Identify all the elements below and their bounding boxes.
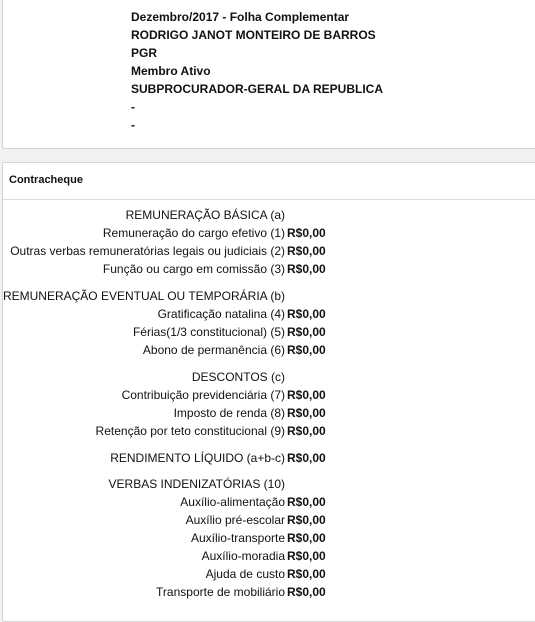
pay-label: RENDIMENTO LÍQUIDO (a+b-c) — [110, 451, 285, 465]
section-title: DESCONTOS (c) — [191, 370, 285, 384]
pay-label: Auxílio pré-escolar — [185, 513, 285, 527]
pay-line — [3, 305, 535, 323]
pay-line — [3, 404, 535, 422]
section-header-remuneracao-basica — [3, 206, 535, 224]
pay-line — [3, 547, 535, 565]
pay-value: R$0,00 — [287, 585, 326, 599]
info-value: SUBPROCURADOR-GERAL DA REPUBLICA — [131, 82, 384, 96]
section-header-verbas-indenizatorias — [3, 475, 535, 493]
pay-label: Abono de permanência (6) — [142, 343, 285, 357]
info-value: - — [131, 118, 135, 132]
pay-label: Ajuda de custo — [205, 567, 285, 581]
pay-label: Auxílio-moradia — [201, 549, 285, 563]
pay-value: R$0,00 — [287, 325, 326, 339]
pay-line — [3, 493, 535, 511]
pay-label: Férias(1/3 constitucional) (5) — [132, 325, 285, 339]
pay-label: Função ou cargo em comissão (3) — [102, 262, 285, 276]
pay-line — [3, 260, 535, 278]
pay-label: Auxílio-transporte — [190, 531, 285, 545]
info-value: Membro Ativo — [131, 64, 211, 78]
section-header-remuneracao-eventual — [3, 287, 535, 305]
info-value: - — [131, 100, 135, 114]
pay-label: Contribuição previdenciária (7) — [121, 388, 285, 402]
pay-value: R$0,00 — [287, 451, 326, 465]
section-title: VERBAS INDENIZATÓRIAS (10) — [108, 477, 285, 491]
pay-value: R$0,00 — [287, 244, 326, 258]
pay-label: Imposto de renda (8) — [173, 406, 285, 420]
pay-line — [3, 323, 535, 341]
pay-line — [3, 341, 535, 359]
pay-label: Gratificação natalina (4) — [157, 307, 285, 321]
pay-value: R$0,00 — [287, 388, 326, 402]
pay-value: R$0,00 — [287, 343, 326, 357]
pay-value: R$0,00 — [287, 567, 326, 581]
contracheque-panel — [2, 162, 535, 622]
pay-label: Retenção por teto constitucional (9) — [95, 424, 285, 438]
contracheque-title: Contracheque — [3, 163, 535, 200]
pay-line — [3, 583, 535, 601]
pay-value: R$0,00 — [287, 495, 326, 509]
pay-label: Outras verbas remuneratórias legais ou judiciais (2) — [10, 244, 285, 258]
section-header-descontos — [3, 368, 535, 386]
servant-info-panel — [2, 0, 535, 149]
pay-line — [3, 224, 535, 242]
pay-value: R$0,00 — [287, 513, 326, 527]
pay-line — [3, 511, 535, 529]
pay-value: R$0,00 — [287, 307, 326, 321]
pay-value: R$0,00 — [287, 424, 326, 438]
info-value: Dezembro/2017 - Folha Complementar — [131, 10, 350, 24]
section-title: REMUNERAÇÃO BÁSICA (a) — [125, 208, 285, 222]
pay-line — [3, 386, 535, 404]
pay-value: R$0,00 — [287, 531, 326, 545]
pay-line — [3, 565, 535, 583]
info-value: RODRIGO JANOT MONTEIRO DE BARROS — [131, 28, 376, 42]
pay-line — [3, 422, 535, 440]
info-value: PGR — [131, 46, 158, 60]
pay-value: R$0,00 — [287, 406, 326, 420]
pay-value: R$0,00 — [287, 262, 326, 276]
rendimento-liquido-line — [3, 449, 535, 467]
pay-value: R$0,00 — [287, 549, 326, 563]
pay-label: Transporte de mobiliário — [156, 585, 285, 599]
pay-label: Remuneração do cargo efetivo (1) — [102, 226, 285, 240]
pay-line — [3, 529, 535, 547]
section-title: REMUNERAÇÃO EVENTUAL OU TEMPORÁRIA (b) — [2, 289, 285, 303]
pay-line — [3, 242, 535, 260]
pay-label: Auxílio-alimentação — [180, 495, 285, 509]
pay-value: R$0,00 — [287, 226, 326, 240]
